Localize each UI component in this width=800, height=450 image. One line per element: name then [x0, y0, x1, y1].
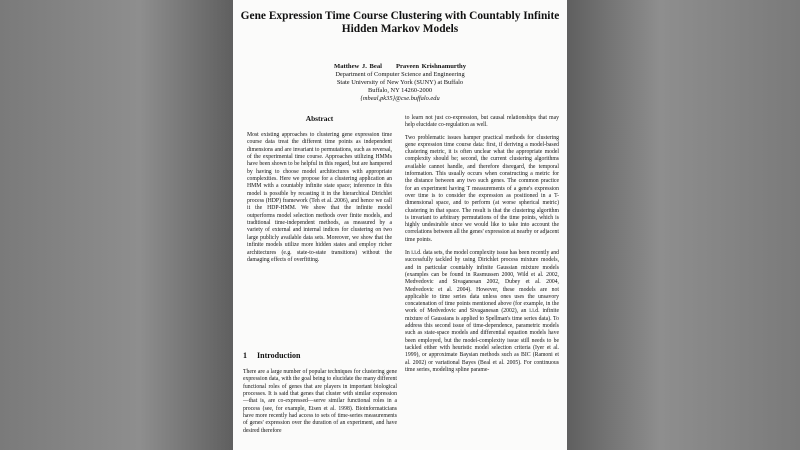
right-column: [405, 115, 559, 374]
paper-page: [233, 0, 567, 450]
viewer-background-right: [567, 0, 800, 450]
author-1: Matthew J. Beal: [333, 63, 382, 70]
right-column-continuation: to learn not just co-expression, but causal relationships that may help elucidate co-regulation as well.: [405, 115, 559, 129]
right-column-paragraph-3: In i.i.d. data sets, the model complexity issue has been recently and successfully tackled by using Dirichlet process mixture models, and in particular countably infinite Gaussian mixture models (examples can be found in Rasmussen 2000, Wild et al. 2002, Medvedovic and Sivaganesan 2002, Dubey et al. 2004, Medvedovic et al. 2004). However, these models are not applicable to time series data unless ones uses the unsavory concatenation of time points mentioned above (for example, in the work of Medvedovic and Sivaganesan (2002), an i.i.d. infinite mixture of Gaussians is applied to Spellman's time series data). To address this second issue of time-dependence, parametric models such as state-space models and differential equation models have been employed, but the model-complexity issue still needs to be tackled either with heuristic model selection criteria (Iyer et al. 1999), or approximate Baysian methods such as BIC (Ramoni et al. 2002) or variational Bayes (Beal et al. 2005). For continuous time series, modeling spline parame-: [405, 250, 559, 373]
right-column-paragraph-2: Two problematic issues hamper practical methods for clustering gene expression time course data: first, if deriving a model-based clustering metric, it is often unclear what the appropriate model complexity should be; second, the current clustering algorithms available cannot handle, and therefore disregard, the temporal information. This usually occurs when constructing a metric for the distance between any two such genes. The common practice for an experiment having T measurements of a gene's expression over time is to consider the expression as positioned in a T-dimensional space, and to perform (at worse spherical metric) clustering in that space. The result is that the clustering algorithm is invariant to arbitrary permutations of the time points, which is highly undesirable since we would like to take into account the correlations between all the genes' expression at nearby or adjacent time points.: [405, 134, 559, 243]
section-heading-introduction: [243, 351, 300, 360]
abstract-body: Most existing approaches to clustering gene expression time course data treat the different time points as independent dimensions and are invariant to permutations, such as reversal, of the experimental time course. Approaches utilizing HMMs have been shown to be helpful in this regard, but are hampered by having to choose model architectures with appropriate complexities. Here we propose for a clustering application an HMM with a countably infinite state space; inference in this model is possible by recasting it in the hierarchical Dirichlet process (HDP) framework (Teh et al. 2006), and hence we call it the HDP-HMM. We show that the infinite model outperforms model selection methods over finite models, and traditional time-independent methods, as measured by a variety of external and internal indices for clustering on two large publicly available data sets. Moreover, we show that the infinite models utilize more hidden states and employ richer architectures (e.g. state-to-state transitions) without the damaging effects of overfitting.: [247, 132, 392, 263]
title-line-1: Gene Expression Time Course Clustering with Countably Infinite: [240, 10, 560, 22]
section-title: Introduction: [257, 351, 301, 360]
authors: [233, 63, 567, 71]
abstract-heading: Abstract: [305, 114, 334, 123]
author-2: Praveen Krishnamurthy: [395, 63, 467, 70]
viewer-background-left: [0, 0, 233, 450]
affiliation-line-2: State University of New York (SUNY) at Buffalo: [336, 79, 464, 86]
affiliation: [233, 71, 567, 103]
paper-title: [233, 10, 567, 36]
section-number: 1: [243, 351, 247, 360]
affiliation-line-3: Buffalo, NY 14260-2000: [367, 87, 433, 94]
affiliation-line-1: Department of Computer Science and Engineering: [335, 71, 465, 78]
title-line-2: Hidden Markov Models: [341, 23, 459, 35]
affiliation-email: {mbeal,pk35}@cse.buffalo.edu: [360, 95, 440, 102]
introduction-body: There are a large number of popular techniques for clustering gene expression data, with the goal being to elucidate the many different functional roles of genes that are players in important biological processes. It is said that genes that cluster with similar expression—that is, are co-expressed—serve similar functional roles in a process (see, for example, Eisen et al. 1998). Bioinformaticians have more recently had access to sets of time-series measurements of genes' expression over the duration of an experiment, and have desired therefore: [243, 369, 397, 434]
